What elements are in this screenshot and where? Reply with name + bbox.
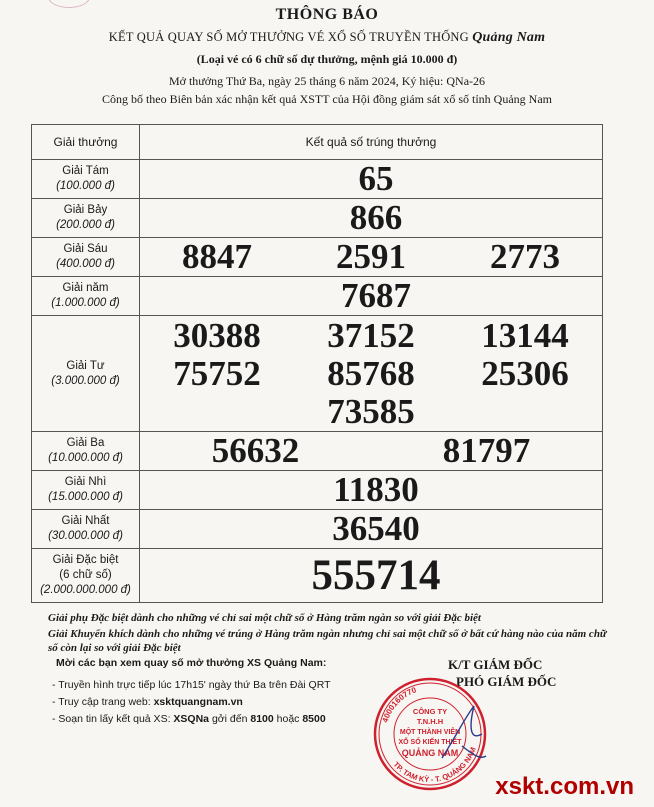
seal-line-4: XỔ SỐ KIẾN THIẾT [398,739,462,746]
winning-number: 30388 [173,315,261,355]
channel-web [52,696,331,713]
prize-label [32,277,140,316]
prize-row-g7 [32,199,603,238]
prize-numbers [140,432,603,471]
prize-numbers [140,160,603,199]
channel-web-label: - Truy cập trang web: [52,696,151,708]
brand-watermark: xskt.com.vn [495,773,634,800]
prize-sub: (6 chữ số) [59,569,112,581]
seal-line-2: T.N.H.H [416,717,444,726]
prize-label [32,549,140,603]
prize-row-special [32,549,603,603]
prize-name: Giải Tư [66,359,105,372]
winning-number: 56632 [211,431,300,470]
seal-bottom-text: TP. TAM KỲ - T. QUẢNG NAM [391,745,478,785]
prize-row-g5 [32,277,603,316]
prize-label [32,238,140,277]
prize-label [32,471,140,510]
prize-name: Giải năm [62,282,109,294]
prize-row-g3 [32,432,603,471]
subtitle-text: KẾT QUẢ QUAY SỐ MỞ THƯỞNG VÉ XỔ SỐ TRUYỀN THỐNG [108,30,469,44]
prize-name: Giải Bảy [63,204,108,216]
winning-number: 2773 [490,237,560,276]
seal-line-5: QUẢNG NAM [401,748,459,758]
winning-number: 866 [349,198,403,237]
winning-number: 7687 [341,276,411,315]
prize-name: Giải Sáu [63,243,108,255]
prize-amount: (100.000 đ) [56,180,115,192]
prize-amount: (200.000 đ) [56,219,115,231]
winning-number: 25306 [481,353,569,393]
prize-amount: (10.000.000 đ) [48,452,123,464]
seal-line-3: MỘT THÀNH VIÊN [399,729,461,736]
signature-title-2: PHÓ GIÁM ĐỐC [456,674,557,689]
prize-row-g2 [32,471,603,510]
prize-row-g6 [32,238,603,277]
board-info: Công bố theo Biên bản xác nhận kết quả XSTT của Hội đồng giám sát xổ số tỉnh Quảng Nam [101,92,553,106]
table-header-row [32,125,603,160]
svg-text:4000160770 [381,685,418,723]
prize-amount: (15.000.000 đ) [48,491,123,503]
prize-label [32,199,140,238]
subtitle-province: Quảng Nam [472,30,546,45]
prize-name: Giải Nhì [64,476,107,488]
signature-title-1: K/T GIÁM ĐỐC [448,657,543,672]
prize-amount: (2.000.000.000 đ) [40,584,131,596]
sms-code: XSQNa [173,713,210,725]
prize-amount: (1.000.000 đ) [51,297,120,309]
prize-numbers [140,549,603,603]
ticket-note: (Loại vé có 6 chữ số dự thưởng, mệnh giá 10.000 đ) [196,52,458,66]
prize-amount: (3.000.000 đ) [51,374,120,387]
channel-sms [52,713,331,730]
prize-label [32,160,140,199]
company-seal [372,676,488,792]
sms-or: hoặc [276,713,300,725]
prize-amount: (400.000 đ) [56,258,115,270]
channel-list [52,679,331,730]
winning-number: 73585 [327,391,415,431]
sms-number-1: 8100 [250,713,274,725]
prize-amount: (30.000.000 đ) [48,530,123,542]
document-subtitle [0,30,654,46]
prize-numbers [140,316,603,432]
special-winning-number: 555714 [311,551,441,599]
prize-row-g8 [32,160,603,199]
winning-number: 8847 [182,237,252,276]
prize-name: Giải Tám [62,165,109,177]
sms-number-2: 8500 [302,713,326,725]
seal-line-1: CÔNG TY [412,707,448,716]
sms-label: - Soạn tin lấy kết quả XS: [52,713,171,725]
prize-numbers [140,471,603,510]
winning-number: 36540 [332,509,420,548]
prize-row-g1 [32,510,603,549]
prize-numbers [140,199,603,238]
results-table [31,124,603,603]
winning-number: 37152 [327,315,415,355]
invite-text: Mời các bạn xem quay số mở thưởng XS Quảng Nam: [56,657,327,669]
footnote-1: Giải phụ Đặc biệt dành cho những vé chỉ sai một chữ số ở Hàng trăm ngàn so với giải Đặc biệt [48,612,481,624]
prize-label [32,432,140,471]
prize-name: Giải Đặc biệt [52,554,119,566]
seal-number: 4000160770 [380,685,418,724]
document-title: THÔNG BÁO [275,6,379,23]
footnote-2: Giải Khuyến khích dành cho những vé trúng ở Hàng trăm ngàn nhưng chỉ sai một chữ số ở bất cứ hàng nào của năm chữ số còn lại so với giải Đặc biệt [48,628,607,654]
prize-label [32,316,140,432]
prize-name: Giải Ba [66,437,105,449]
prize-numbers [140,238,603,277]
prize-numbers [140,510,603,549]
sms-mid: gởi đến [211,713,248,725]
prize-name: Giải Nhất [61,515,110,527]
header-results: Kết quả số trúng thưởng [140,125,603,160]
draw-info: Mở thưởng Thứ Ba, ngày 25 tháng 6 năm 2024, Ký hiệu: QNa-26 [168,74,486,88]
winning-number: 85768 [327,353,415,393]
winning-number: 75752 [173,353,261,393]
winning-number: 11830 [333,470,419,509]
website-link[interactable]: xsktquangnam.vn [153,696,243,708]
prize-numbers [140,277,603,316]
prize-row-g4 [32,316,603,432]
winning-number: 81797 [442,431,531,470]
winning-number: 65 [358,159,394,198]
winning-number: 13144 [481,315,569,355]
channel-tv: - Truyền hình trực tiếp lúc 17h15' ngày thứ Ba trên Đài QRT [52,679,331,691]
winning-number: 2591 [336,237,406,276]
prize-label [32,510,140,549]
header-prize: Giải thưởng [32,125,140,160]
